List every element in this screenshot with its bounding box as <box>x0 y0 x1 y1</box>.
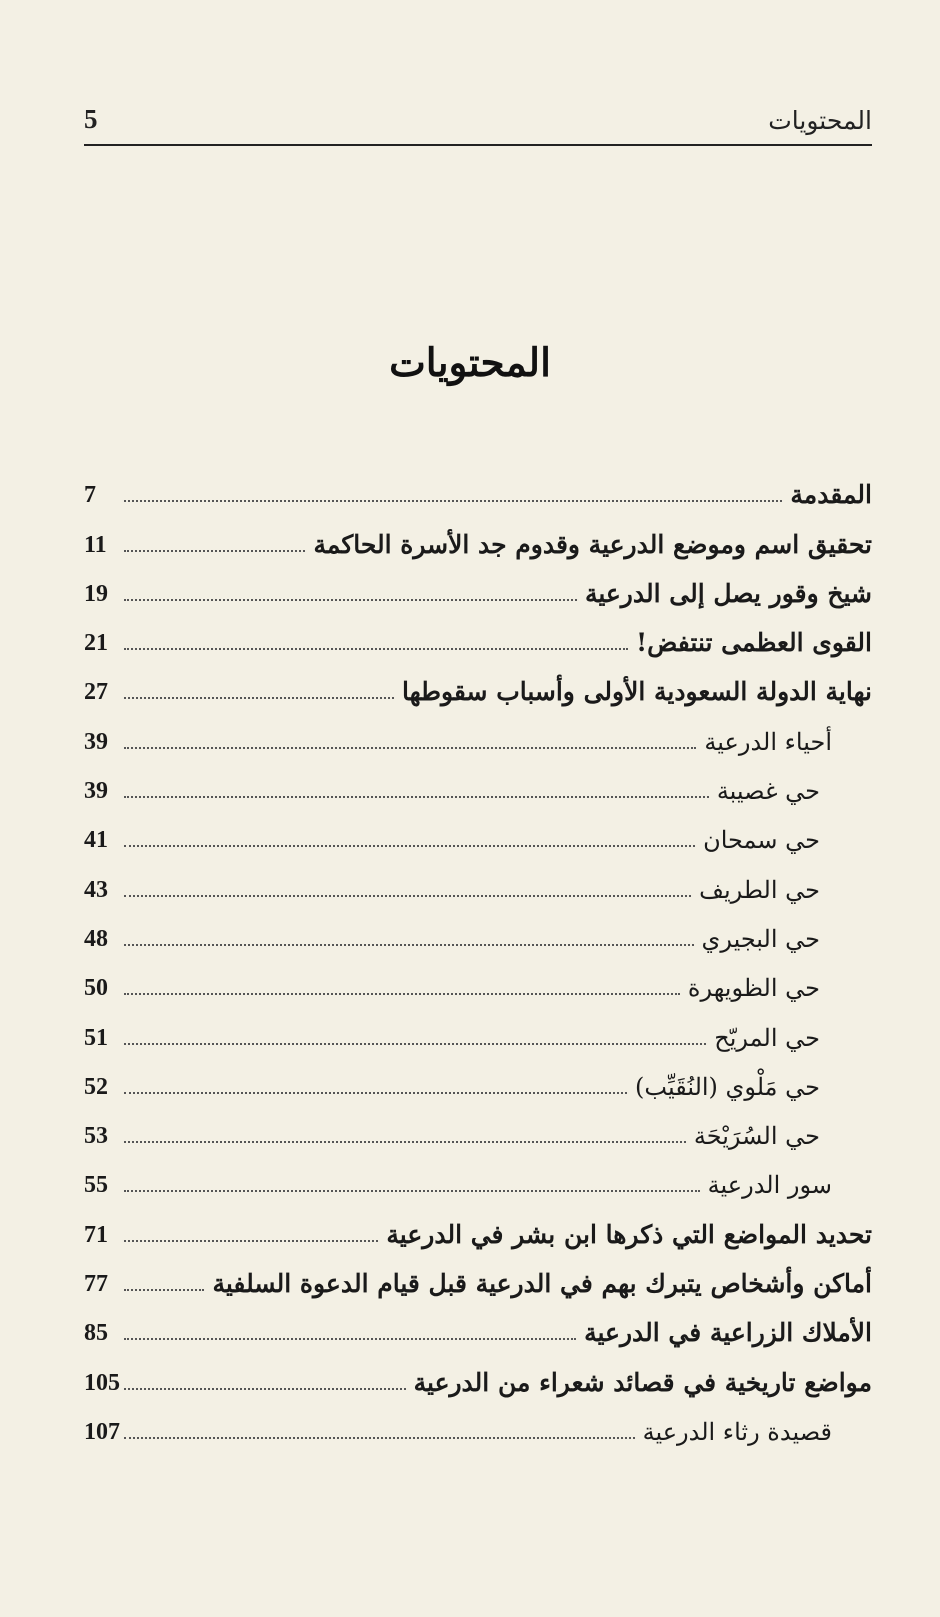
toc-entry-page: 48 <box>84 925 108 952</box>
dot-leader <box>124 1338 576 1340</box>
toc-entry-title: شيخ وقور يصل إلى الدرعية <box>584 578 872 608</box>
toc-entry-page: 39 <box>84 778 108 805</box>
toc-entry <box>84 959 872 1008</box>
toc-entry <box>84 663 872 712</box>
toc-entry-title: تحقيق اسم وموضع الدرعية وقدوم جد الأسرة الحاكمة <box>313 529 872 559</box>
toc-list <box>84 466 872 1452</box>
toc-entry-page: 21 <box>84 630 108 657</box>
toc-entry <box>84 1156 872 1205</box>
dot-leader <box>124 1437 635 1439</box>
dot-leader <box>124 1289 204 1291</box>
page-number: 5 <box>84 104 98 134</box>
toc-entry-page: 27 <box>84 679 108 706</box>
dot-leader <box>124 1141 686 1143</box>
toc-entry-title: حي غصيبة <box>716 777 820 806</box>
dot-leader <box>124 648 628 650</box>
dot-leader <box>124 1240 378 1242</box>
toc-entry-title: تحديد المواضع التي ذكرها ابن بشر في الدرعية <box>386 1219 872 1249</box>
toc-entry <box>84 614 872 663</box>
toc-entry-page: 19 <box>84 580 108 607</box>
toc-entry-title: المقدمة <box>790 480 872 510</box>
dot-leader <box>124 1388 406 1390</box>
toc-entry-page: 51 <box>84 1024 108 1051</box>
dot-leader <box>124 1092 627 1094</box>
toc-entry-page: 71 <box>84 1221 108 1248</box>
dot-leader <box>124 697 394 699</box>
toc-entry <box>84 466 872 515</box>
toc-entry-page: 41 <box>84 827 108 854</box>
toc-entry <box>84 1107 872 1156</box>
toc-entry-page: 43 <box>84 876 108 903</box>
toc-entry <box>84 1255 872 1304</box>
dot-leader <box>124 747 696 749</box>
toc-entry-page: 39 <box>84 728 108 755</box>
running-header-title: المحتويات <box>768 106 872 135</box>
toc-entry-page: 53 <box>84 1123 108 1150</box>
toc-entry <box>84 1304 872 1353</box>
toc-entry-title: قصيدة رثاء الدرعية <box>642 1417 832 1446</box>
toc-entry <box>84 565 872 614</box>
toc-entry-title: مواضع تاريخية في قصائد شعراء من الدرعية <box>413 1367 872 1397</box>
dot-leader <box>124 993 680 995</box>
dot-leader <box>124 599 577 601</box>
toc-entry-title: القوى العظمى تنتفض! <box>636 628 872 658</box>
toc-entry <box>84 515 872 564</box>
toc-entry-title: حي البجيري <box>701 924 820 953</box>
toc-entry-title: حي السُرَيْحَة <box>693 1122 820 1151</box>
toc-entry-title: أحياء الدرعية <box>704 727 832 756</box>
toc-entry-page: 85 <box>84 1320 108 1347</box>
dot-leader <box>124 1190 700 1192</box>
toc-entry <box>84 1205 872 1254</box>
toc-entry-title: سور الدرعية <box>707 1171 832 1200</box>
toc-entry-title: حي الظويهرة <box>687 974 820 1003</box>
toc-entry-page: 77 <box>84 1271 108 1298</box>
toc-entry-title: الأملاك الزراعية في الدرعية <box>584 1318 872 1348</box>
toc-entry <box>84 1403 872 1452</box>
toc-entry <box>84 910 872 959</box>
toc-entry-page: 50 <box>84 975 108 1002</box>
toc-entry <box>84 1008 872 1057</box>
toc-entry-page: 52 <box>84 1073 108 1100</box>
toc-entry-title: أماكن وأشخاص يتبرك بهم في الدرعية قبل قيام الدعوة السلفية <box>212 1269 872 1299</box>
toc-entry-title: حي الطريف <box>699 875 820 904</box>
toc-entry-title: حي سمحان <box>703 826 820 855</box>
dot-leader <box>124 796 709 798</box>
toc-title: المحتويات <box>389 340 551 386</box>
dot-leader <box>124 895 691 897</box>
toc-entry-page: 7 <box>84 482 96 509</box>
toc-entry-title: حي المريّح <box>714 1023 820 1052</box>
toc-entry-page: 107 <box>84 1418 120 1445</box>
dot-leader <box>124 845 695 847</box>
toc-entry <box>84 1058 872 1107</box>
dot-leader <box>124 1043 706 1045</box>
toc-entry <box>84 811 872 860</box>
dot-leader <box>124 944 694 946</box>
dot-leader <box>124 550 305 552</box>
toc-entry-page: 105 <box>84 1369 120 1396</box>
dot-leader <box>124 500 782 502</box>
toc-entry <box>84 1353 872 1402</box>
toc-entry-page: 11 <box>84 531 107 558</box>
toc-entry <box>84 762 872 811</box>
toc-entry-title: حي مَلْوي (النُقَيِّب) <box>635 1072 820 1101</box>
running-header <box>84 100 872 146</box>
toc-entry-title: نهاية الدولة السعودية الأولى وأسباب سقوطها <box>401 677 872 707</box>
toc-entry <box>84 860 872 909</box>
toc-entry-page: 55 <box>84 1172 108 1199</box>
toc-entry <box>84 712 872 761</box>
